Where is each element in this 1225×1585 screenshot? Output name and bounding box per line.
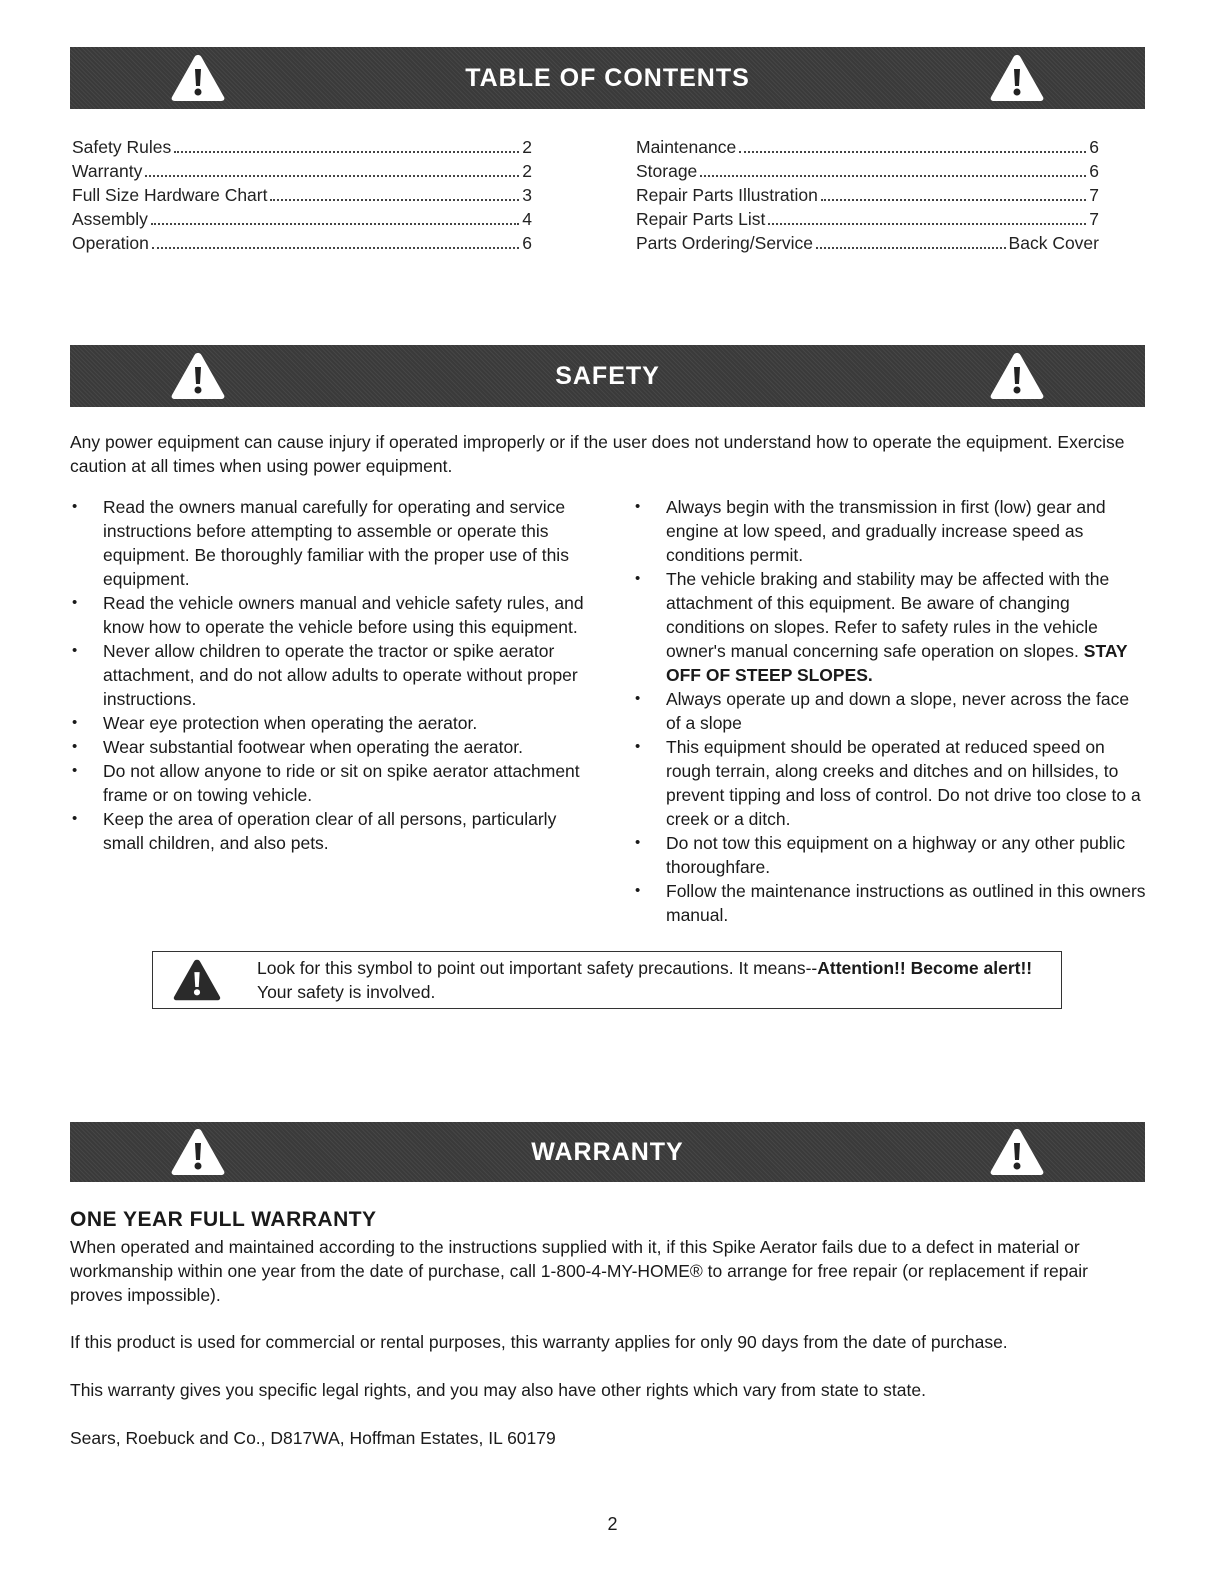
toc-entry[interactable] xyxy=(636,183,1099,207)
toc-entry-label: Operation xyxy=(72,233,149,253)
toc-entry[interactable] xyxy=(636,207,1099,231)
warning-triangle-icon xyxy=(989,351,1045,401)
warranty-paragraph: When operated and maintained according to the instructions supplied with it, if this Spike Aerator fails due to a defect in material or workmanship within one year from the date of purchase, call 1-800-4-MY-HOME® to arrange for free repair (or replacement if repair proves impossible). xyxy=(70,1237,1088,1305)
list-item: • Wear eye protection when operating the aerator. xyxy=(70,711,590,735)
safety-symbol-notice xyxy=(152,951,1062,1009)
toc-entry-page: 2 xyxy=(522,161,532,181)
warning-triangle-icon xyxy=(989,53,1045,103)
toc-left-column xyxy=(72,135,532,255)
toc-entry-label: Full Size Hardware Chart xyxy=(72,185,268,205)
warranty-address: Sears, Roebuck and Co., D817WA, Hoffman Estates, IL 60179 xyxy=(70,1428,556,1448)
safety-banner xyxy=(70,345,1145,407)
toc-entry-page: 3 xyxy=(522,185,532,205)
toc-entry-label: Safety Rules xyxy=(72,137,172,157)
list-item: • Always begin with the transmission in first (low) gear and engine at low speed, and gradually increase speed as conditions permit. xyxy=(633,495,1148,567)
toc-entry[interactable] xyxy=(636,159,1099,183)
toc-entry-page: 7 xyxy=(1089,185,1099,205)
list-item: • The vehicle braking and stability may be affected with the attachment of this equipment. Be aware of changing conditions on slopes. Refer to safety rules in the vehicle owner's manual concerning safe operation on slopes. STAY OFF OF STEEP SLOPES. xyxy=(633,567,1148,687)
notice-text: Look for this symbol to point out important safety precautions. It means--Attention!! Become alert!! Your safety is involved. xyxy=(257,958,1033,1002)
warranty-banner xyxy=(70,1122,1145,1182)
toc-entry-page: 4 xyxy=(522,209,532,229)
toc-entry[interactable] xyxy=(636,135,1099,159)
toc-entry-label: Maintenance xyxy=(636,137,737,157)
toc-entry[interactable] xyxy=(72,183,532,207)
warranty-paragraph: This warranty gives you specific legal rights, and you may also have other rights which vary from state to state. xyxy=(70,1380,926,1400)
list-item: • Always operate up and down a slope, never across the face of a slope xyxy=(633,687,1148,735)
warning-triangle-icon xyxy=(170,53,226,103)
toc-banner xyxy=(70,47,1145,109)
toc-entry-page: 6 xyxy=(1089,161,1099,181)
toc-entry-page: 2 xyxy=(522,137,532,157)
toc-entry-label: Assembly xyxy=(72,209,148,229)
toc-entry-page: 7 xyxy=(1089,209,1099,229)
toc-entry[interactable] xyxy=(72,207,532,231)
list-item: • Read the owners manual carefully for operating and service instructions before attempting to assemble or operate this equipment. Be thoroughly familiar with the proper use of this equipment. xyxy=(70,495,590,591)
list-item: • Read the vehicle owners manual and vehicle safety rules, and know how to operate the vehicle before using this equipment. xyxy=(70,591,590,639)
toc-entry[interactable] xyxy=(72,159,532,183)
toc-entry-label: Storage xyxy=(636,161,698,181)
toc-entry-page: 6 xyxy=(1089,137,1099,157)
list-item: • Do not tow this equipment on a highway or any other public thoroughfare. xyxy=(633,831,1148,879)
list-item: • Follow the maintenance instructions as outlined in this owners manual. xyxy=(633,879,1148,927)
toc-right-column xyxy=(636,135,1099,255)
toc-entry[interactable] xyxy=(72,231,532,255)
toc-entry[interactable] xyxy=(72,135,532,159)
toc-entry-label: Repair Parts List xyxy=(636,209,766,229)
list-item: • Keep the area of operation clear of all persons, particularly small children, and also pets. xyxy=(70,807,590,855)
warranty-paragraph: If this product is used for commercial or rental purposes, this warranty applies for only 90 days from the date of purchase. xyxy=(70,1332,1008,1352)
toc-entry-page: 6 xyxy=(522,233,532,253)
toc-title: TABLE OF CONTENTS xyxy=(465,63,750,92)
list-item: • Do not allow anyone to ride or sit on spike aerator attachment frame or on towing vehicle. xyxy=(70,759,590,807)
warning-triangle-icon xyxy=(170,1127,226,1177)
toc-entry[interactable] xyxy=(636,231,1099,255)
safety-rules-right xyxy=(633,495,1148,927)
safety-intro: Any power equipment can cause injury if operated improperly or if the user does not understand how to operate the equipment. Exercise caution at all times when using power equipment. xyxy=(70,432,1125,476)
safety-title: SAFETY xyxy=(555,361,660,390)
list-item: • Never allow children to operate the tractor or spike aerator attachment, and do not allow adults to operate without proper instructions. xyxy=(70,639,590,711)
warranty-title: WARRANTY xyxy=(531,1137,684,1166)
warranty-heading: ONE YEAR FULL WARRANTY xyxy=(70,1208,377,1231)
list-item: • This equipment should be operated at reduced speed on rough terrain, along creeks and ditches and on hillsides, to prevent tipping and loss of control. Do not drive too close to a creek or a ditch. xyxy=(633,735,1148,831)
steep-slopes-warning: STAY OFF OF STEEP SLOPES. xyxy=(666,641,1128,685)
toc-entry-label: Warranty xyxy=(72,161,143,181)
toc-entry-label: Parts Ordering/Service xyxy=(636,233,814,253)
list-item: • Wear substantial footwear when operating the aerator. xyxy=(70,735,590,759)
toc-entry-page: Back Cover xyxy=(1008,233,1099,253)
toc-entry-label: Repair Parts Illustration xyxy=(636,185,818,205)
page-number: 2 xyxy=(607,1514,618,1534)
warning-triangle-icon xyxy=(989,1127,1045,1177)
warning-triangle-icon xyxy=(170,351,226,401)
warning-triangle-icon xyxy=(171,958,223,1002)
safety-rules-left xyxy=(70,495,590,855)
